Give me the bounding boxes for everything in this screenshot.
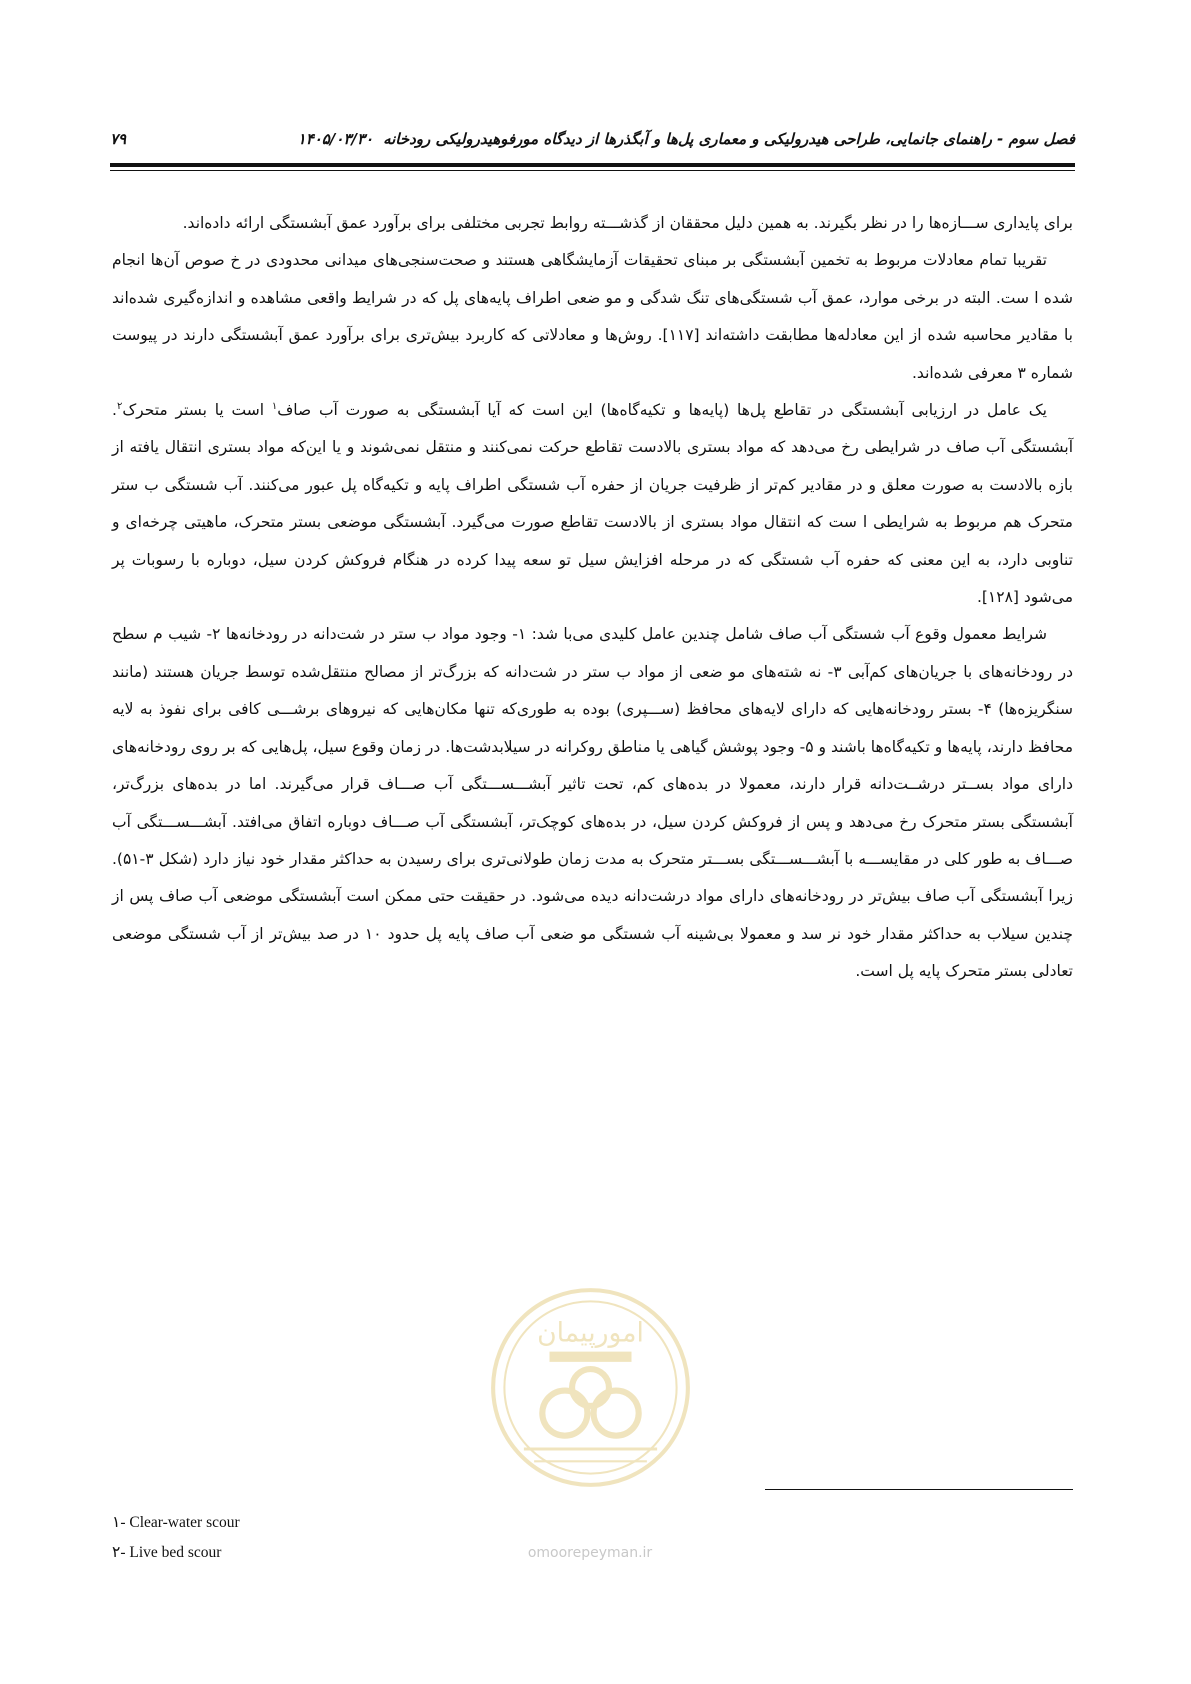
chapter-title [298,130,1075,148]
chapter-title-text: فصل سوم - راهنمای جانمایی، طراحی هیدرولیکی و معماری پل‌ها و آبگذرها از دیدگاه مورفوهیدرولیکی رودخانه [383,130,1075,148]
watermark-seal [488,1285,693,1490]
header-rule-thin [110,170,1075,171]
watermark-text: امورپیمان [537,1317,644,1349]
header-rule [110,163,1075,167]
footnotes [112,1508,240,1568]
paragraph-2: تقریبا تمام معادلات مربوط به تخمین آبشستگی بر مبنای تحقیقات آزمایشگاهی هستند و صحت‌سنجی‌های میدانی محدودی در خ صوص آن‌ها انجام شده ا ست. البته در برخی موارد، عمق آب شستگی‌های تنگ شدگی و مو ضعی اطراف پایه‌های پل که در شرایط واقعی مشاهده و اندازه‌گیری شده‌اند با مقادیر محاسبه شده از این معادله‌ها مطابقت داشته‌اند [۱۱۷]. روش‌ها و معادلاتی که کاربرد بیش‌تری برای برآورد عمق آبشستگی دارند در پیوست شماره ۳ معرفی شده‌اند. [112,251,1073,382]
paragraph-3-part-2: است یا بستر متحرک [122,401,272,420]
paragraph-3-part-1: یک عامل در ارزیابی آبشستگی در تقاطع پل‌ها (پایه‌ها و تکیه‌گاه‌ها) این است که آیا آبشستگی به صورت آب صاف [277,401,1047,420]
footnote-ref-2[interactable]: ۲ [116,400,123,412]
body-text [112,205,1073,991]
page-number: ۷۹ [110,130,127,148]
footnote-separator [765,1489,1073,1490]
paragraph-3-part-3: . آبشستگی آب صاف در شرایطی رخ می‌دهد که مواد بستری بالادست تقاطع حرکت نمی‌کنند و منتقل نمی‌شوند و یا این‌که مواد بستری انتقال یافته از بازه بالادست به صورت معلق و در مقادیر کم‌تر از ظرفیت جریان از حفره آب شستگی اطراف پایه و تکیه‌گاه پل عبور می‌کنند. آب شستگی ب ستر متحرک هم مربوط به شرایطی ا ست که انتقال مواد بستری از بالادست تقاطع صورت می‌گیرد. آبشستگی موضعی بستر متحرک، ماهیتی چرخه‌ای و تناوبی دارد، به این معنی که حفره آب شستگی که در مرحله افزایش سیل تو سعه پیدا کرده در هنگام فروکش کردن سیل، دوباره با رسوبات پر می‌شود [۱۲۸]. [112,401,1073,607]
paragraph-4: شرایط معمول وقوع آب شستگی آب صاف شامل چندین عامل کلیدی می‌با شد: ۱- وجود مواد ب ستر در شت‌دانه در رودخانه‌ها ۲- شیب م سطح در رودخانه‌های با جریان‌های کم‌آبی ۳- نه شته‌های مو ضعی از مواد ب ستر در شت‌دانه که بزرگ‌تر از مصالح منتقل‌شده توسط جریان هستند (مانند سنگریزه‌ها) ۴- بستر رودخانه‌هایی که دارای لایه‌های محافظ (ســـپری) بوده به طوری‌که تنها مکان‌هایی که نیروهای برشـــی کافی برای نفوذ به لایه محافظ دارند، پایه‌ها و تکیه‌گاه‌ها باشند و ۵- وجود پوشش گیاهی یا مناطق روکرانه در سیلابدشت‌ها. در زمان وقوع سیل، پل‌هایی که بر روی رودخانه‌های دارای مواد بســتر درشــت‌دانه قرار دارند، معمولا در بده‌های کم، تحت تاثیر آبشـــســـتگی آب صـــاف قرار می‌گیرند. اما در بده‌های بزرگ‌تر، آبشستگی بستر متحرک رخ می‌دهد و پس از فروکش کردن سیل، در بده‌های کوچک‌تر، آبشستگی آب صـــاف دوباره اتفاق می‌افتد. آبشـــســـتگی آب صـــاف به طور کلی در مقایســـه با آبشـــســـتگی بســـتر متحرک به مدت زمان طولانی‌تری برای رسیدن به حداکثر مقدار خود نیاز دارد (شکل ۳-۵۱). زیرا آبشستگی آب صاف بیش‌تر در رودخانه‌های دارای مواد درشت‌دانه دیده می‌شود. در حقیقت حتی ممکن است آبشستگی موضعی آب صاف پس از چندین سیلاب به حداکثر مقدار خود نر سد و معمولا بی‌شینه آب شستگی مو ضعی آب صاف پایه پل حدود ۱۰ در صد بیش‌تر از آب شستگی موضعی تعادلی بستر متحرک پایه پل است. [112,625,1073,981]
footnote-2: ۲- Live bed scour [112,1544,222,1561]
page-header [110,130,1075,158]
paragraph-1: برای پایداری ســـازه‌ها را در نظر بگیرند. به همین دلیل محققان از گذشـــته روابط تجربی مختلفی برای برآورد عمق آبشستگی ارائه داده‌اند. [182,214,1073,232]
header-date: ۱۴۰۵/۰۳/۳۰ [297,130,374,148]
footnote-1: ۱- Clear-water scour [112,1514,240,1531]
footnote-ref-1[interactable]: ۱ [271,400,278,412]
paragraph-3 [112,392,1073,616]
watermark-url: omoorepeyman.ir [527,1545,653,1561]
